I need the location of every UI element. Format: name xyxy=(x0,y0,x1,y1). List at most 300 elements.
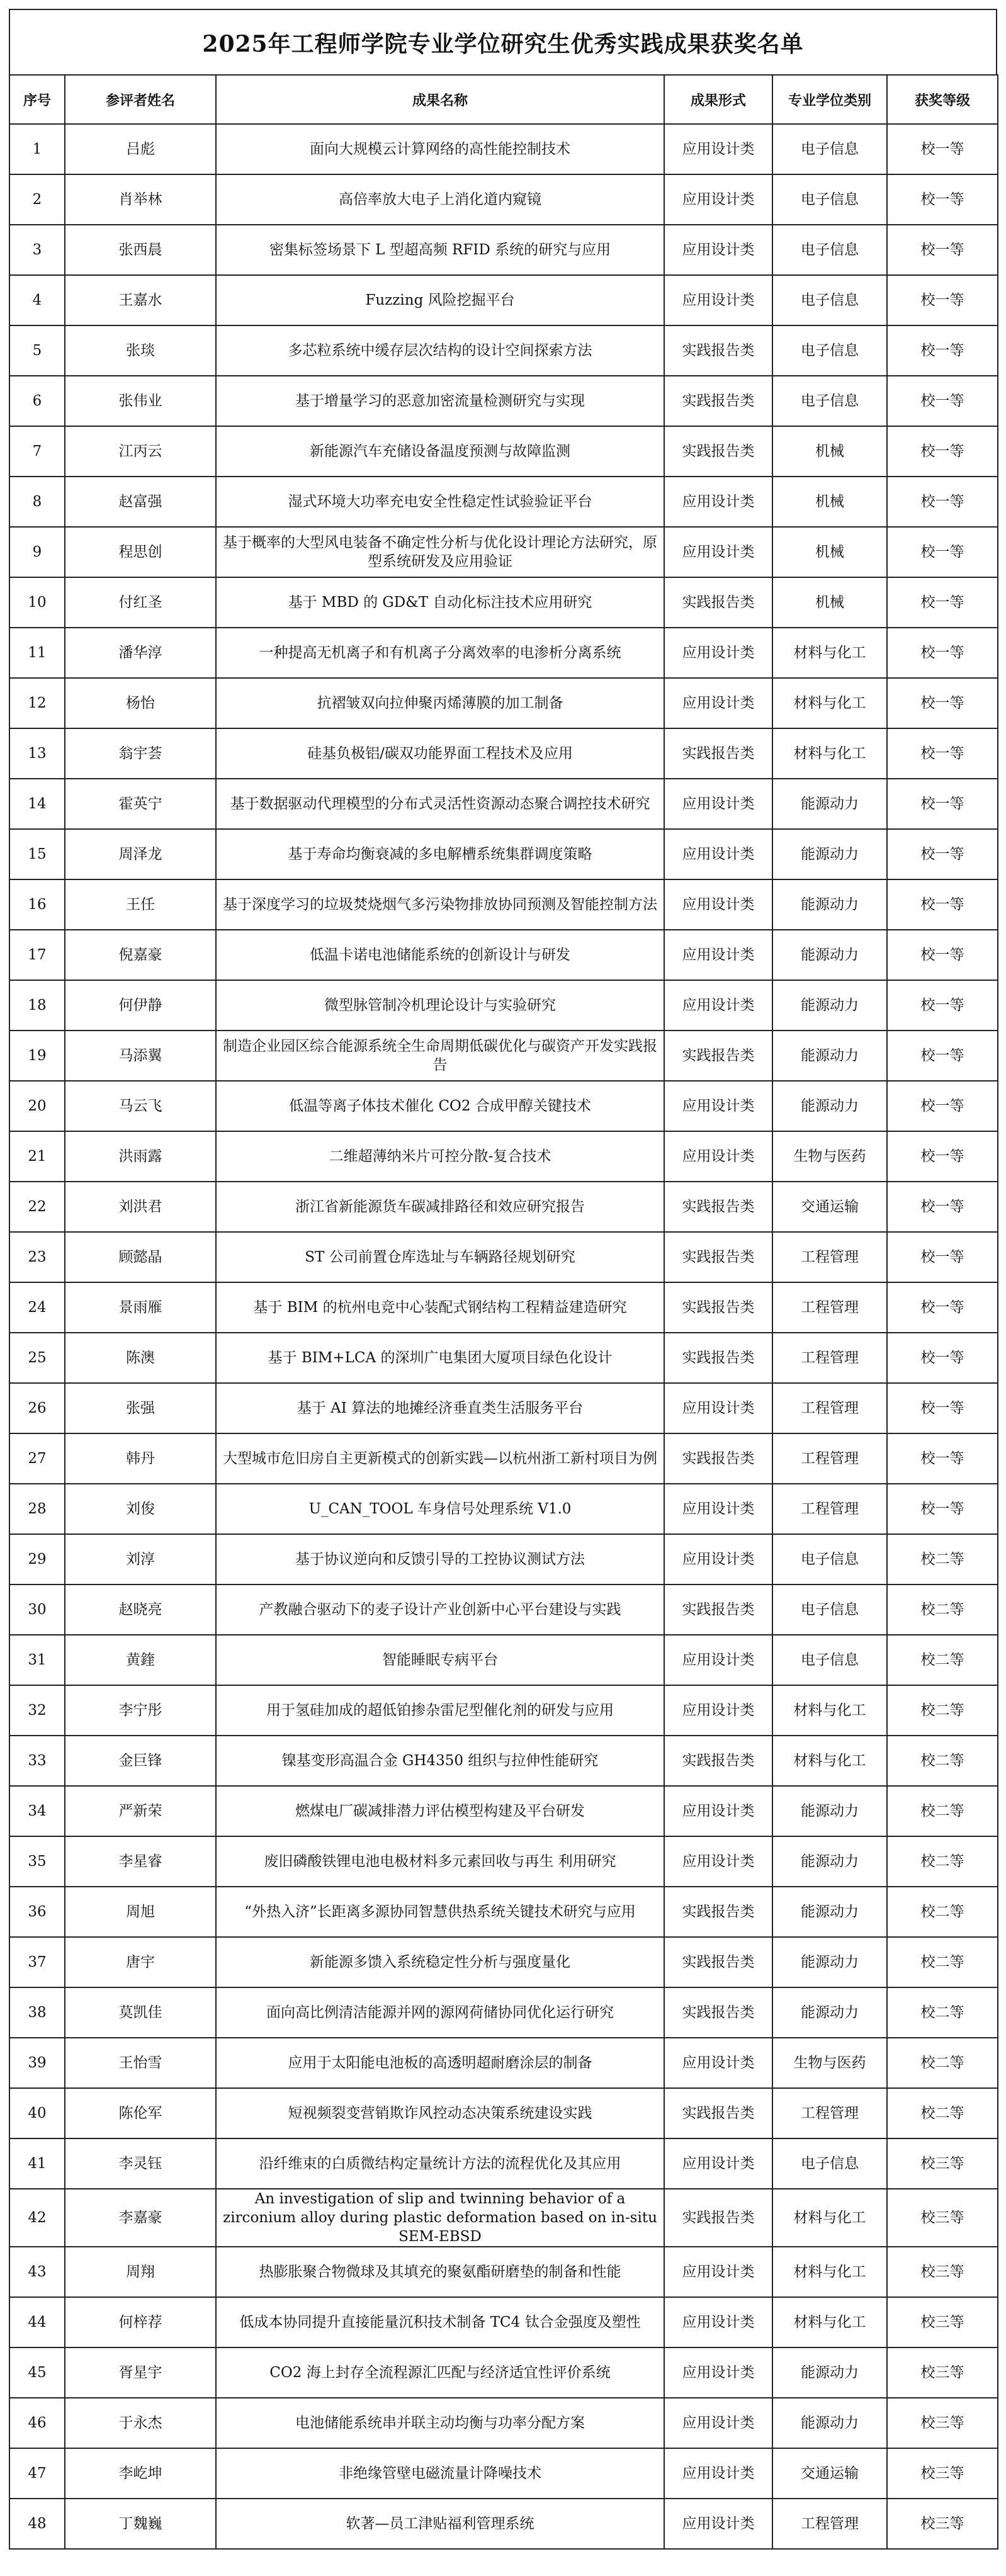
cell-category: 机械 xyxy=(772,426,887,477)
table-row xyxy=(9,1685,998,1736)
cell-no: 41 xyxy=(9,2138,65,2189)
cell-level: 校一等 xyxy=(887,426,998,477)
cell-name: 张琰 xyxy=(65,325,216,376)
cell-form: 应用设计类 xyxy=(664,2347,772,2398)
cell-form: 实践报告类 xyxy=(664,1937,772,1987)
cell-name: 金巨锋 xyxy=(65,1736,216,1786)
cell-category: 生物与医药 xyxy=(772,2038,887,2088)
cell-level: 校一等 xyxy=(887,325,998,376)
cell-form: 应用设计类 xyxy=(664,225,772,275)
table-row xyxy=(9,1736,998,1786)
table-header-row xyxy=(9,75,998,124)
cell-level: 校一等 xyxy=(887,174,998,225)
cell-achievement: 基于协议逆向和反馈引导的工控协议测试方法 xyxy=(216,1534,664,1585)
cell-level: 校一等 xyxy=(887,728,998,779)
cell-name: 顾懿晶 xyxy=(65,1232,216,1282)
cell-achievement: 基于 AI 算法的地摊经济垂直类生活服务平台 xyxy=(216,1383,664,1433)
cell-category: 能源动力 xyxy=(772,1887,887,1937)
cell-name: 马云飞 xyxy=(65,1081,216,1131)
cell-category: 能源动力 xyxy=(772,1987,887,2038)
cell-category: 能源动力 xyxy=(772,930,887,980)
cell-form: 应用设计类 xyxy=(664,879,772,930)
cell-no: 23 xyxy=(9,1232,65,1282)
cell-level: 校一等 xyxy=(887,1131,998,1182)
cell-name: 胥星宇 xyxy=(65,2347,216,2398)
cell-level: 校三等 xyxy=(887,2297,998,2347)
cell-level: 校一等 xyxy=(887,628,998,678)
cell-form: 实践报告类 xyxy=(664,1736,772,1786)
cell-category: 工程管理 xyxy=(772,1433,887,1484)
cell-achievement: 低温卡诺电池储能系统的创新设计与研发 xyxy=(216,930,664,980)
cell-level: 校一等 xyxy=(887,527,998,577)
cell-achievement: 非绝缘管壁电磁流量计降噪技术 xyxy=(216,2448,664,2499)
cell-category: 工程管理 xyxy=(772,1383,887,1433)
table-row xyxy=(9,477,998,527)
cell-form: 应用设计类 xyxy=(664,1534,772,1585)
cell-name: 刘俊 xyxy=(65,1484,216,1534)
cell-form: 应用设计类 xyxy=(664,124,772,174)
cell-name: 潘华淳 xyxy=(65,628,216,678)
cell-achievement: 面向高比例清洁能源并网的源网荷储协同优化运行研究 xyxy=(216,1987,664,2038)
cell-level: 校一等 xyxy=(887,779,998,829)
cell-achievement: U_CAN_TOOL 车身信号处理系统 V1.0 xyxy=(216,1484,664,1534)
table-row xyxy=(9,426,998,477)
cell-category: 能源动力 xyxy=(772,2347,887,2398)
cell-category: 材料与化工 xyxy=(772,1685,887,1736)
cell-category: 生物与医药 xyxy=(772,1131,887,1182)
header-level: 获奖等级 xyxy=(887,75,998,124)
table-row xyxy=(9,1081,998,1131)
table-row xyxy=(9,1232,998,1282)
cell-no: 17 xyxy=(9,930,65,980)
cell-no: 29 xyxy=(9,1534,65,1585)
cell-achievement: 沿纤维束的白质微结构定量统计方法的流程优化及其应用 xyxy=(216,2138,664,2189)
cell-category: 工程管理 xyxy=(772,1484,887,1534)
cell-name: 肖举林 xyxy=(65,174,216,225)
cell-name: 张西晨 xyxy=(65,225,216,275)
cell-level: 校一等 xyxy=(887,930,998,980)
table-row xyxy=(9,325,998,376)
cell-category: 材料与化工 xyxy=(772,2247,887,2297)
table-row xyxy=(9,124,998,174)
table-row xyxy=(9,2189,998,2247)
cell-form: 应用设计类 xyxy=(664,2038,772,2088)
cell-no: 12 xyxy=(9,678,65,728)
header-form: 成果形式 xyxy=(664,75,772,124)
cell-form: 实践报告类 xyxy=(664,1987,772,2038)
cell-category: 电子信息 xyxy=(772,124,887,174)
cell-category: 电子信息 xyxy=(772,1585,887,1635)
cell-no: 14 xyxy=(9,779,65,829)
cell-form: 应用设计类 xyxy=(664,2448,772,2499)
cell-level: 校二等 xyxy=(887,1635,998,1685)
cell-achievement: “外热入济”长距离多源协同智慧供热系统关键技术研究与应用 xyxy=(216,1887,664,1937)
cell-level: 校一等 xyxy=(887,879,998,930)
cell-name: 黄鍷 xyxy=(65,1635,216,1685)
table-row xyxy=(9,1534,998,1585)
table-row xyxy=(9,779,998,829)
cell-form: 实践报告类 xyxy=(664,1182,772,1232)
cell-level: 校一等 xyxy=(887,980,998,1031)
cell-no: 8 xyxy=(9,477,65,527)
cell-no: 44 xyxy=(9,2297,65,2347)
cell-form: 应用设计类 xyxy=(664,477,772,527)
cell-level: 校三等 xyxy=(887,2347,998,2398)
cell-name: 景雨雁 xyxy=(65,1282,216,1333)
cell-no: 34 xyxy=(9,1786,65,1836)
table-row xyxy=(9,2398,998,2448)
cell-achievement: 新能源汽车充储设备温度预测与故障监测 xyxy=(216,426,664,477)
cell-achievement: 软著—员工津贴福利管理系统 xyxy=(216,2499,664,2549)
cell-achievement: 高倍率放大电子上消化道内窥镜 xyxy=(216,174,664,225)
table-row xyxy=(9,1031,998,1081)
cell-category: 能源动力 xyxy=(772,1031,887,1081)
cell-no: 27 xyxy=(9,1433,65,1484)
cell-no: 21 xyxy=(9,1131,65,1182)
cell-no: 35 xyxy=(9,1836,65,1887)
cell-achievement: 基于 MBD 的 GD&T 自动化标注技术应用研究 xyxy=(216,577,664,628)
table-row xyxy=(9,930,998,980)
table-row xyxy=(9,980,998,1031)
cell-category: 电子信息 xyxy=(772,225,887,275)
cell-category: 机械 xyxy=(772,527,887,577)
cell-form: 实践报告类 xyxy=(664,2088,772,2138)
cell-level: 校一等 xyxy=(887,477,998,527)
cell-category: 工程管理 xyxy=(772,2499,887,2549)
cell-category: 材料与化工 xyxy=(772,628,887,678)
cell-form: 应用设计类 xyxy=(664,1081,772,1131)
cell-name: 张伟业 xyxy=(65,376,216,426)
cell-level: 校一等 xyxy=(887,1484,998,1534)
cell-category: 工程管理 xyxy=(772,1333,887,1383)
cell-form: 实践报告类 xyxy=(664,577,772,628)
cell-no: 24 xyxy=(9,1282,65,1333)
cell-achievement: 镍基变形高温合金 GH4350 组织与拉伸性能研究 xyxy=(216,1736,664,1786)
cell-achievement: 制造企业园区综合能源系统全生命周期低碳优化与碳资产开发实践报告 xyxy=(216,1031,664,1081)
cell-name: 何梓荐 xyxy=(65,2297,216,2347)
table-row xyxy=(9,2088,998,2138)
cell-no: 37 xyxy=(9,1937,65,1987)
cell-no: 25 xyxy=(9,1333,65,1383)
cell-no: 6 xyxy=(9,376,65,426)
cell-name: 张强 xyxy=(65,1383,216,1433)
cell-form: 应用设计类 xyxy=(664,980,772,1031)
table-row xyxy=(9,1836,998,1887)
cell-form: 实践报告类 xyxy=(664,1887,772,1937)
cell-no: 42 xyxy=(9,2189,65,2247)
cell-category: 电子信息 xyxy=(772,1635,887,1685)
cell-form: 实践报告类 xyxy=(664,426,772,477)
cell-form: 实践报告类 xyxy=(664,1433,772,1484)
table-row xyxy=(9,2038,998,2088)
table-row xyxy=(9,2297,998,2347)
cell-achievement: Fuzzing 风险挖掘平台 xyxy=(216,275,664,325)
cell-level: 校一等 xyxy=(887,1081,998,1131)
cell-name: 洪雨露 xyxy=(65,1131,216,1182)
cell-no: 2 xyxy=(9,174,65,225)
cell-name: 霍英宁 xyxy=(65,779,216,829)
cell-achievement: 电池储能系统串并联主动均衡与功率分配方案 xyxy=(216,2398,664,2448)
table-row xyxy=(9,1182,998,1232)
cell-category: 机械 xyxy=(772,577,887,628)
table-row xyxy=(9,1333,998,1383)
cell-name: 马添翼 xyxy=(65,1031,216,1081)
cell-form: 应用设计类 xyxy=(664,2297,772,2347)
cell-form: 应用设计类 xyxy=(664,2398,772,2448)
cell-level: 校三等 xyxy=(887,2247,998,2297)
cell-achievement: 基于概率的大型风电装备不确定性分析与优化设计理论方法研究，原型系统研发及应用验证 xyxy=(216,527,664,577)
table-row xyxy=(9,275,998,325)
cell-no: 38 xyxy=(9,1987,65,2038)
cell-name: 陈澳 xyxy=(65,1333,216,1383)
cell-category: 能源动力 xyxy=(772,779,887,829)
cell-achievement: ST 公司前置仓库选址与车辆路径规划研究 xyxy=(216,1232,664,1282)
cell-name: 李星睿 xyxy=(65,1836,216,1887)
cell-name: 赵晓亮 xyxy=(65,1585,216,1635)
cell-category: 材料与化工 xyxy=(772,678,887,728)
cell-level: 校一等 xyxy=(887,1433,998,1484)
cell-name: 何伊静 xyxy=(65,980,216,1031)
table-row xyxy=(9,2138,998,2189)
cell-achievement: 短视频裂变营销欺诈风控动态决策系统建设实践 xyxy=(216,2088,664,2138)
cell-no: 11 xyxy=(9,628,65,678)
cell-form: 实践报告类 xyxy=(664,1232,772,1282)
cell-level: 校二等 xyxy=(887,1937,998,1987)
cell-achievement: 二维超薄纳米片可控分散-复合技术 xyxy=(216,1131,664,1182)
cell-form: 实践报告类 xyxy=(664,1031,772,1081)
cell-form: 应用设计类 xyxy=(664,829,772,879)
cell-name: 江丙云 xyxy=(65,426,216,477)
cell-level: 校三等 xyxy=(887,2398,998,2448)
cell-form: 应用设计类 xyxy=(664,174,772,225)
cell-form: 应用设计类 xyxy=(664,1383,772,1433)
cell-category: 电子信息 xyxy=(772,174,887,225)
cell-level: 校二等 xyxy=(887,1786,998,1836)
cell-achievement: 低温等离子体技术催化 CO2 合成甲醇关键技术 xyxy=(216,1081,664,1131)
cell-achievement: CO2 海上封存全流程源汇匹配与经济适宜性评价系统 xyxy=(216,2347,664,2398)
cell-level: 校二等 xyxy=(887,1736,998,1786)
cell-category: 能源动力 xyxy=(772,879,887,930)
cell-level: 校一等 xyxy=(887,124,998,174)
cell-level: 校三等 xyxy=(887,2189,998,2247)
cell-achievement: 微型脉管制冷机理论设计与实验研究 xyxy=(216,980,664,1031)
cell-achievement: 基于数据驱动代理模型的分布式灵活性资源动态聚合调控技术研究 xyxy=(216,779,664,829)
cell-form: 实践报告类 xyxy=(664,376,772,426)
cell-no: 43 xyxy=(9,2247,65,2297)
cell-achievement: 硅基负极铝/碳双功能界面工程技术及应用 xyxy=(216,728,664,779)
cell-achievement: 基于深度学习的垃圾焚烧烟气多污染物排放协同预测及智能控制方法 xyxy=(216,879,664,930)
cell-form: 应用设计类 xyxy=(664,779,772,829)
cell-category: 能源动力 xyxy=(772,1937,887,1987)
cell-achievement: 一种提高无机离子和有机离子分离效率的电渗析分离系统 xyxy=(216,628,664,678)
table-row xyxy=(9,1635,998,1685)
table-row xyxy=(9,1786,998,1836)
cell-no: 20 xyxy=(9,1081,65,1131)
cell-form: 应用设计类 xyxy=(664,678,772,728)
cell-category: 机械 xyxy=(772,477,887,527)
cell-name: 翁宇荟 xyxy=(65,728,216,779)
cell-form: 应用设计类 xyxy=(664,930,772,980)
cell-level: 校二等 xyxy=(887,1534,998,1585)
cell-name: 周翔 xyxy=(65,2247,216,2297)
cell-category: 电子信息 xyxy=(772,376,887,426)
cell-name: 王嘉水 xyxy=(65,275,216,325)
cell-no: 32 xyxy=(9,1685,65,1736)
cell-no: 39 xyxy=(9,2038,65,2088)
cell-form: 实践报告类 xyxy=(664,728,772,779)
cell-level: 校三等 xyxy=(887,2499,998,2549)
table-row xyxy=(9,2247,998,2297)
cell-no: 5 xyxy=(9,325,65,376)
cell-level: 校三等 xyxy=(887,2138,998,2189)
cell-form: 实践报告类 xyxy=(664,325,772,376)
cell-no: 36 xyxy=(9,1887,65,1937)
table-row xyxy=(9,1131,998,1182)
cell-no: 30 xyxy=(9,1585,65,1635)
cell-achievement: 大型城市危旧房自主更新模式的创新实践—以杭州浙工新村项目为例 xyxy=(216,1433,664,1484)
cell-no: 28 xyxy=(9,1484,65,1534)
cell-no: 7 xyxy=(9,426,65,477)
table-row xyxy=(9,1433,998,1484)
cell-achievement: 废旧磷酸铁锂电池电极材料多元素回收与再生 利用研究 xyxy=(216,1836,664,1887)
cell-name: 丁魏巍 xyxy=(65,2499,216,2549)
cell-achievement: 多芯粒系统中缓存层次结构的设计空间探索方法 xyxy=(216,325,664,376)
cell-name: 刘洪君 xyxy=(65,1182,216,1232)
table-row xyxy=(9,1987,998,2038)
table-row xyxy=(9,2499,998,2549)
cell-form: 应用设计类 xyxy=(664,275,772,325)
cell-achievement: 智能睡眠专病平台 xyxy=(216,1635,664,1685)
cell-level: 校一等 xyxy=(887,577,998,628)
cell-form: 实践报告类 xyxy=(664,2189,772,2247)
cell-level: 校三等 xyxy=(887,2448,998,2499)
cell-name: 严新荣 xyxy=(65,1786,216,1836)
cell-achievement: 低成本协同提升直接能量沉积技术制备 TC4 钛合金强度及塑性 xyxy=(216,2297,664,2347)
cell-level: 校二等 xyxy=(887,1685,998,1736)
cell-achievement: 抗褶皱双向拉伸聚丙烯薄膜的加工制备 xyxy=(216,678,664,728)
cell-level: 校一等 xyxy=(887,1333,998,1383)
cell-level: 校二等 xyxy=(887,2088,998,2138)
cell-form: 应用设计类 xyxy=(664,527,772,577)
table-row xyxy=(9,577,998,628)
cell-no: 45 xyxy=(9,2347,65,2398)
header-achievement: 成果名称 xyxy=(216,75,664,124)
cell-achievement: 基于 BIM+LCA 的深圳广电集团大厦项目绿色化设计 xyxy=(216,1333,664,1383)
cell-achievement: 用于氢硅加成的超低铂掺杂雷尼型催化剂的研发与应用 xyxy=(216,1685,664,1736)
cell-no: 33 xyxy=(9,1736,65,1786)
cell-achievement: 应用于太阳能电池板的高透明超耐磨涂层的制备 xyxy=(216,2038,664,2088)
cell-level: 校一等 xyxy=(887,225,998,275)
cell-name: 刘淳 xyxy=(65,1534,216,1585)
table-row xyxy=(9,1937,998,1987)
cell-name: 李嘉豪 xyxy=(65,2189,216,2247)
cell-achievement: 新能源多馈入系统稳定性分析与强度量化 xyxy=(216,1937,664,1987)
cell-name: 李屹坤 xyxy=(65,2448,216,2499)
cell-no: 3 xyxy=(9,225,65,275)
cell-form: 实践报告类 xyxy=(664,1282,772,1333)
cell-achievement: 基于寿命均衡衰减的多电解槽系统集群调度策略 xyxy=(216,829,664,879)
cell-no: 9 xyxy=(9,527,65,577)
cell-no: 48 xyxy=(9,2499,65,2549)
cell-form: 实践报告类 xyxy=(664,1333,772,1383)
cell-level: 校一等 xyxy=(887,1383,998,1433)
cell-name: 王任 xyxy=(65,879,216,930)
table-row xyxy=(9,2448,998,2499)
cell-achievement: An investigation of slip and twinning behavior of a zirconium alloy during plastic deformation based on in-situ SEM-EBSD xyxy=(216,2189,664,2247)
cell-category: 能源动力 xyxy=(772,829,887,879)
cell-name: 王怡雪 xyxy=(65,2038,216,2088)
cell-category: 工程管理 xyxy=(772,1282,887,1333)
cell-no: 16 xyxy=(9,879,65,930)
cell-level: 校二等 xyxy=(887,1987,998,2038)
cell-achievement: 密集标签场景下 L 型超高频 RFID 系统的研究与应用 xyxy=(216,225,664,275)
cell-level: 校一等 xyxy=(887,1182,998,1232)
cell-level: 校一等 xyxy=(887,376,998,426)
cell-name: 赵富强 xyxy=(65,477,216,527)
cell-category: 能源动力 xyxy=(772,2398,887,2448)
cell-form: 应用设计类 xyxy=(664,2499,772,2549)
cell-name: 于永杰 xyxy=(65,2398,216,2448)
cell-no: 4 xyxy=(9,275,65,325)
cell-form: 应用设计类 xyxy=(664,1131,772,1182)
cell-category: 能源动力 xyxy=(772,980,887,1031)
cell-no: 13 xyxy=(9,728,65,779)
table-row xyxy=(9,225,998,275)
cell-category: 材料与化工 xyxy=(772,2189,887,2247)
cell-category: 能源动力 xyxy=(772,1836,887,1887)
award-table xyxy=(9,74,998,2550)
cell-category: 能源动力 xyxy=(772,1081,887,1131)
table-row xyxy=(9,527,998,577)
cell-no: 47 xyxy=(9,2448,65,2499)
cell-category: 材料与化工 xyxy=(772,728,887,779)
cell-level: 校一等 xyxy=(887,678,998,728)
table-row xyxy=(9,1484,998,1534)
cell-form: 应用设计类 xyxy=(664,1836,772,1887)
cell-no: 18 xyxy=(9,980,65,1031)
cell-achievement: 基于增量学习的恶意加密流量检测研究与实现 xyxy=(216,376,664,426)
cell-category: 电子信息 xyxy=(772,325,887,376)
cell-name: 杨怡 xyxy=(65,678,216,728)
cell-form: 应用设计类 xyxy=(664,1635,772,1685)
cell-achievement: 燃煤电厂碳减排潜力评估模型构建及平台研发 xyxy=(216,1786,664,1836)
cell-form: 应用设计类 xyxy=(664,2138,772,2189)
cell-name: 莫凯佳 xyxy=(65,1987,216,2038)
page-title: 2025年工程师学院专业学位研究生优秀实践成果获奖名单 xyxy=(9,9,997,74)
cell-level: 校一等 xyxy=(887,275,998,325)
cell-category: 电子信息 xyxy=(772,2138,887,2189)
cell-category: 交通运输 xyxy=(772,1182,887,1232)
cell-category: 材料与化工 xyxy=(772,2297,887,2347)
cell-no: 19 xyxy=(9,1031,65,1081)
cell-achievement: 基于 BIM 的杭州电竞中心装配式钢结构工程精益建造研究 xyxy=(216,1282,664,1333)
cell-category: 工程管理 xyxy=(772,1232,887,1282)
table-row xyxy=(9,1282,998,1333)
cell-form: 应用设计类 xyxy=(664,628,772,678)
table-row xyxy=(9,678,998,728)
header-category: 专业学位类别 xyxy=(772,75,887,124)
cell-achievement: 面向大规模云计算网络的高性能控制技术 xyxy=(216,124,664,174)
cell-no: 10 xyxy=(9,577,65,628)
table-body xyxy=(9,124,998,2549)
table-row xyxy=(9,628,998,678)
cell-category: 能源动力 xyxy=(772,1786,887,1836)
table-row xyxy=(9,376,998,426)
cell-form: 应用设计类 xyxy=(664,1786,772,1836)
cell-name: 程思创 xyxy=(65,527,216,577)
cell-achievement: 湿式环境大功率充电安全性稳定性试验验证平台 xyxy=(216,477,664,527)
header-no: 序号 xyxy=(9,75,65,124)
